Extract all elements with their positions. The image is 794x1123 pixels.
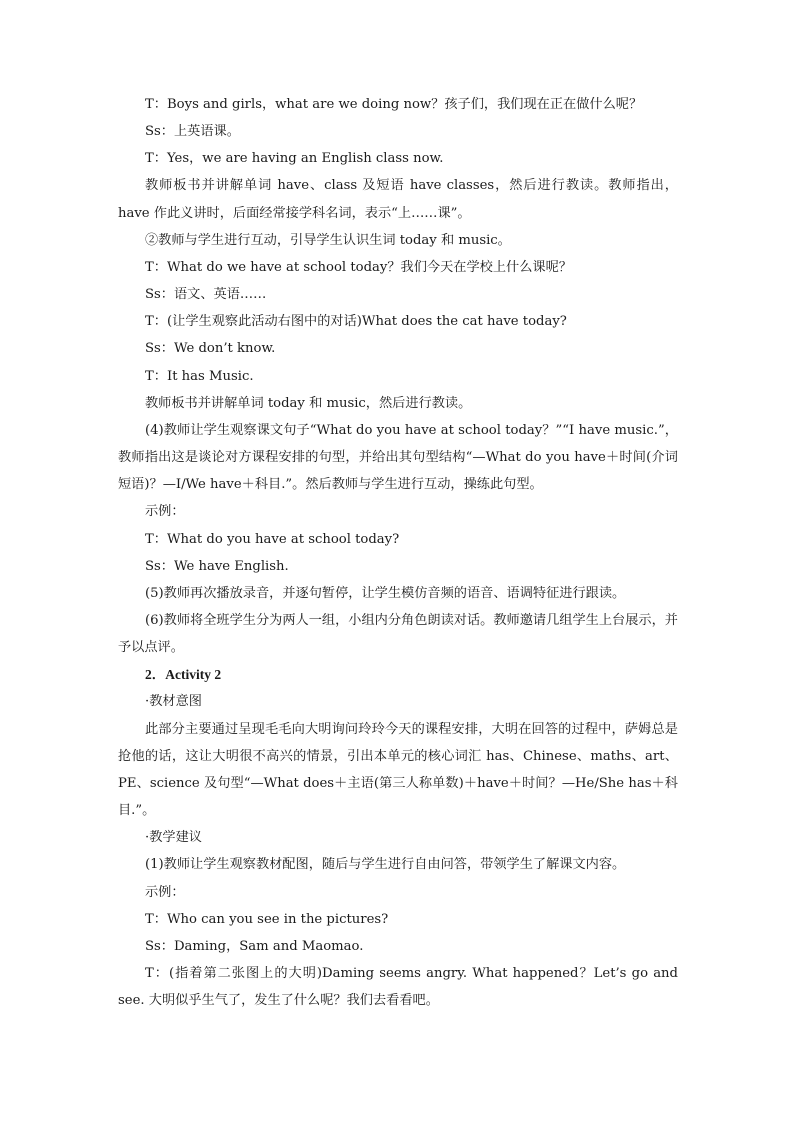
dialogue-line: Ss：语文、英语…… xyxy=(145,287,267,303)
paragraph: (4)教师让学生观察课文句子“What do you have at school today？”“I have music.”，教师指出这是谈论对方课程安排的句型，并给出其句型结构“—What do you have＋时间(介词短语)？—I/We have＋科目.”。然后教师与学生进行互动，操练此句型。 xyxy=(118,422,678,493)
paragraph: (1)教师让学生观察教材配图，随后与学生进行自由问答，带领学生了解课文内容。 xyxy=(145,857,626,873)
dialogue-line: T：(让学生观察此活动右图中的对话)What does the cat have today? xyxy=(145,314,567,330)
example-label: 示例： xyxy=(145,884,185,900)
subheading: ·教材意图 xyxy=(145,694,202,710)
example-label: 示例： xyxy=(145,504,185,520)
paragraph: ②教师与学生进行互动，引导学生认识生词 today 和 music。 xyxy=(145,232,511,248)
paragraph: 教师板书并讲解单词 today 和 music，然后进行教读。 xyxy=(145,395,472,411)
document-page xyxy=(118,91,678,1014)
paragraph: (6)教师将全班学生分为两人一组，小组内分角色朗读对话。教师邀请几组学生上台展示，并予以点评。 xyxy=(118,612,678,656)
dialogue-line: T：Boys and girls，what are we doing now？孩子们，我们现在正在做什么呢？ xyxy=(145,97,643,112)
dialogue-line: Ss：上英语课。 xyxy=(145,124,240,140)
paragraph: 此部分主要通过呈现毛毛向大明询问玲玲今天的课程安排，大明在回答的过程中，萨姆总是抢他的话，这让大明很不高兴的情景，引出本单元的核心词汇 has、Chinese、maths、art、PE、science 及句型“—What does＋主语(第三人称单数)＋have＋时间？—He/She has＋科目.”。 xyxy=(118,721,678,819)
dialogue-line: Ss：We have English. xyxy=(145,558,289,574)
paragraph: 教师板书并讲解单词 have、class 及短语 have classes，然后进行教读。教师指出，have 作此义讲时，后面经常接学科名词，表示“上……课”。 xyxy=(118,178,678,221)
dialogue-line: T：What do we have at school today？我们今天在学校上什么课呢？ xyxy=(145,259,572,275)
dialogue-line: Ss：Daming，Sam and Maomao. xyxy=(145,938,364,954)
dialogue-line: T：It has Music. xyxy=(145,368,254,384)
dialogue-line: T：Yes，we are having an English class now. xyxy=(145,151,444,167)
dialogue-line: T：(指着第二张图上的大明)Daming seems angry. What happened？Let’s go and see. 大明似乎生气了，发生了什么呢？我们去看看吧。 xyxy=(118,966,678,1009)
dialogue-line: Ss：We don’t know. xyxy=(145,341,276,357)
section-heading: 2．Activity 2 xyxy=(145,667,222,683)
paragraph: (5)教师再次播放录音，并逐句暂停，让学生模仿音频的语音、语调特征进行跟读。 xyxy=(145,585,626,601)
dialogue-line: T：What do you have at school today? xyxy=(145,531,400,547)
subheading: ·教学建议 xyxy=(145,830,202,846)
dialogue-line: T：Who can you see in the pictures? xyxy=(145,911,389,927)
